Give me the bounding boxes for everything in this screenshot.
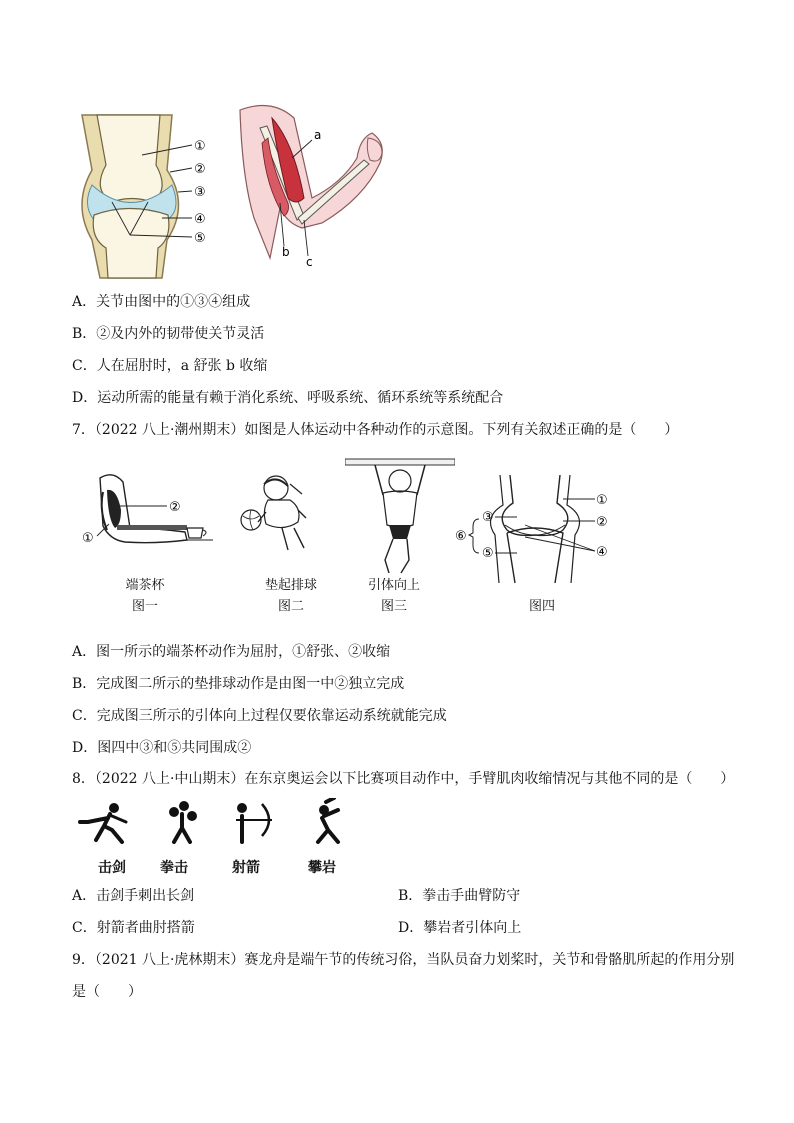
q8-option-d: D．攀岩者引体向上: [398, 920, 522, 936]
q7-fig2-caption: 垫起排球: [264, 578, 317, 593]
q8-stem: 8．（2022 八上·中山期末）在东京奥运会以下比赛项目动作中，手臂肌肉收缩情况与其他不同的是（ ）: [72, 771, 735, 787]
knee-label-3: ③: [194, 185, 206, 200]
q7-option-a: A．图一所示的端茶杯动作为屈肘，①舒张、②收缩: [72, 644, 391, 660]
q8-option-b: B．拳击手曲臂防守: [398, 888, 521, 904]
q7-option-b: B．完成图二所示的垫排球动作是由图一中②独立完成: [72, 676, 405, 692]
q8-sport-boxing: 拳击: [160, 860, 188, 876]
q8-sport-archery: 射箭: [232, 860, 260, 876]
fencing-icon: [78, 800, 134, 844]
q8-sport-fencing: 击剑: [98, 860, 126, 876]
arm-label-a: a: [314, 128, 322, 142]
q7-fig2-label: 图二: [277, 599, 304, 614]
q7-fig4-label-1: ①: [596, 493, 608, 508]
arm-label-b: b: [282, 245, 290, 259]
q7-option-c: C．完成图三所示的引体向上过程仅要依靠运动系统就能完成: [72, 708, 447, 724]
q7-fig3-caption: 引体向上: [367, 578, 420, 593]
q7-fig3-label: 图三: [380, 599, 407, 614]
q7-figure-1-teacup: [75, 470, 230, 560]
arm-label-c: c: [306, 255, 313, 269]
q7-fig4-label: 图四: [528, 599, 555, 614]
q7-fig1-label-2: ②: [169, 500, 181, 515]
q6-option-d: D．运动所需的能量有赖于消化系统、呼吸系统、循环系统等系统配合: [72, 390, 504, 406]
boxing-icon: [162, 800, 202, 844]
knee-label-4: ④: [194, 212, 206, 227]
q7-fig1-label: 图一: [131, 599, 158, 614]
q7-fig4-label-4: ④: [596, 545, 608, 560]
climbing-icon: [304, 798, 348, 846]
q9-stem-line2: 是（ ）: [72, 984, 142, 1000]
q6-option-c: C．人在屈肘时，a 舒张 b 收缩: [72, 358, 268, 374]
q7-stem: 7．（2022 八上·潮州期末）如图是人体运动中各种动作的示意图。下列有关叙述正确的是（ ）: [72, 422, 679, 438]
q7-fig4-label-5: ⑤: [482, 546, 494, 561]
knee-label-5: ⑤: [194, 231, 206, 246]
archery-icon: [232, 800, 276, 844]
knee-label-2: ②: [194, 162, 206, 177]
q7-fig4-label-2: ②: [596, 515, 608, 530]
q7-figure-2-volleyball: [238, 472, 323, 562]
q8-sport-climbing: 攀岩: [308, 860, 336, 876]
q8-option-c: C．射箭者曲肘搭箭: [72, 920, 195, 936]
q6-option-b: B．②及内外的韧带使关节灵活: [72, 326, 265, 342]
q6-option-a: A．关节由图中的①③④组成: [72, 294, 251, 310]
q7-figure-4-joint: [455, 475, 625, 585]
q9-stem-line1: 9．（2021 八上·虎林期末）赛龙舟是端午节的传统习俗，当队员奋力划桨时，关节和骨骼肌所起的作用分别: [72, 952, 735, 968]
knee-label-1: ①: [194, 139, 206, 154]
q7-fig4-label-6: ⑥: [455, 529, 467, 544]
q7-option-d: D．图四中③和⑤共同围成②: [72, 740, 252, 756]
q7-fig4-label-3: ③: [482, 510, 494, 525]
q8-option-a: A．击剑手刺出长剑: [72, 888, 195, 904]
knee-joint-figure: [72, 110, 232, 280]
q7-fig1-label-1: ①: [82, 531, 94, 546]
q7-figure-3-pullup: [345, 455, 455, 575]
arm-muscle-figure: [232, 98, 392, 273]
q7-fig1-caption: 端茶杯: [125, 578, 165, 593]
